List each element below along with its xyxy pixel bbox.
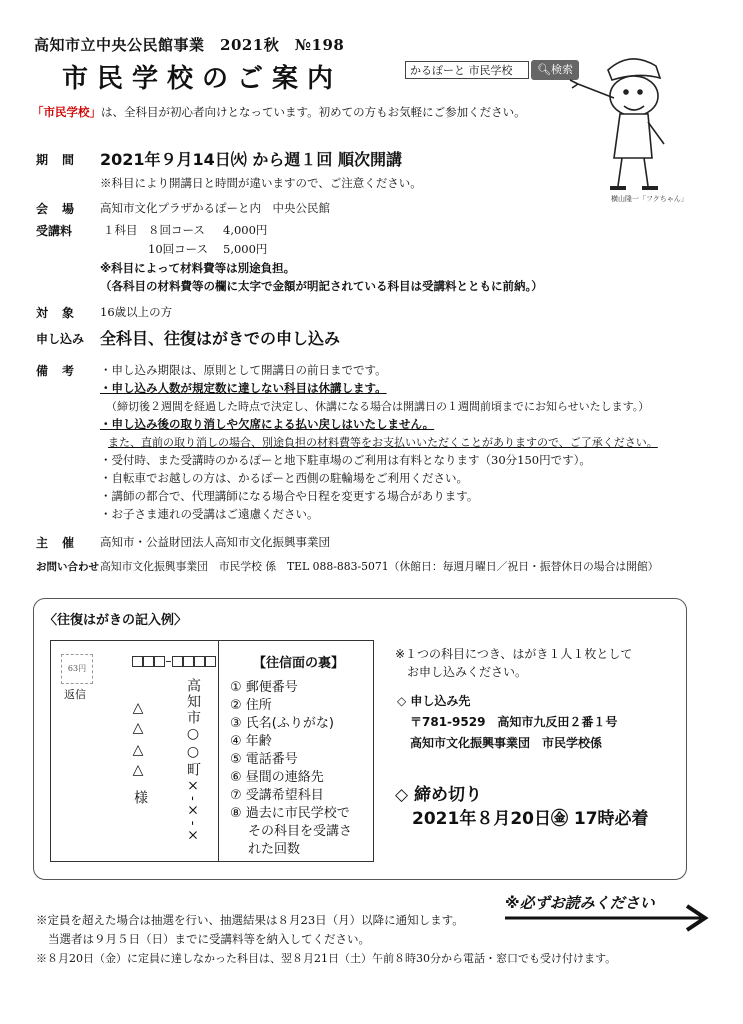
- postal-box: [143, 656, 154, 667]
- back-item: れた回数: [248, 842, 301, 857]
- postcard-note-2: お申し込みください。: [407, 665, 528, 679]
- illustration-credit: 横山隆一「フクちゃん」: [611, 195, 688, 203]
- fee-row-2-b: 10回コース: [148, 242, 209, 256]
- destination-label: ◇ 申し込み先: [397, 694, 471, 708]
- remarks-line-8: ・講師の都合で、代理講師になる場合や日程を変更する場合があります。: [100, 489, 479, 503]
- search-input[interactable]: かるぽーと 市民学校: [405, 61, 529, 79]
- postal-dash: [166, 661, 171, 662]
- fee-row-1-a: １科目: [103, 223, 138, 237]
- remarks-line-5: また、直前の取り消しの場合、別途負担の材料費等をお支払いいただくことがありますので、ご了承ください。: [108, 436, 658, 449]
- return-label: 返信: [64, 688, 86, 701]
- remarks-line-2: ・申し込み人数が規定数に達しない科目は休講します。: [100, 381, 387, 395]
- remarks-line-6: ・受付時、また受講時のかるぽーと地下駐車場のご利用は有料となります（30分150円です）。: [100, 453, 591, 467]
- period-note: ※科目により開講日と時間が違いますので、ご注意ください。: [100, 176, 422, 190]
- back-item: ⑦ 受講希望科目: [230, 788, 324, 803]
- deadline-date: 2021年８月20日㊎ 17時必着: [412, 809, 649, 829]
- venue-label: 会場: [36, 202, 89, 216]
- stamp-box: 63円: [61, 654, 93, 684]
- intro-text: [32, 104, 526, 120]
- remarks-line-3: （締切後２週間を経過した時点で決定し、休講になる場合は開講日の１週間前頃までにお知らせいたします。）: [106, 400, 650, 413]
- back-side-title: 【往信面の裏】: [253, 656, 345, 671]
- back-item: ⑥ 昼間の連絡先: [230, 770, 324, 785]
- target-label: 対象: [36, 306, 89, 320]
- character-illustration: [568, 48, 708, 198]
- postal-box: [172, 656, 183, 667]
- fee-row-1-c: 4,000円: [223, 223, 268, 237]
- back-item: ① 郵便番号: [230, 680, 298, 695]
- apply-label: 申し込み: [36, 332, 85, 346]
- period-main: 2021年９月14日㈫ から週１回 順次開講: [100, 150, 402, 169]
- contact-text: 高知市文化振興事業団 市民学校 係 TEL 088-883-5071（休館日：毎週月曜日／祝日・振替休日の場合は開館）: [100, 560, 659, 573]
- postal-box: [154, 656, 165, 667]
- destination-name: 高知市文化振興事業団 市民学校係: [410, 736, 603, 750]
- search-button-label: 検索: [550, 63, 573, 76]
- back-item: ④ 年齢: [230, 734, 272, 749]
- fee-note-2: （各科目の材料費等の欄に太字で金額が明記されている科目は受講料とともに前納。）: [100, 279, 543, 293]
- postcard-note-1: ※１つの科目につき、はがき１人１枚として: [395, 647, 633, 661]
- remarks-line-4: ・申し込み後の取り消しや欠席による払い戻しはいたしません。: [100, 417, 435, 431]
- back-item: ⑤ 電話番号: [230, 752, 298, 767]
- fee-row-2-c: 5,000円: [223, 242, 268, 256]
- fee-label: 受講料: [36, 224, 73, 238]
- intro-body: は、全科目が初心者向けとなっています。初めての方もお気軽にご参加ください。: [101, 105, 526, 119]
- postal-box: [205, 656, 216, 667]
- postcard-example-title: 〈往復はがきの記入例〉: [44, 613, 188, 628]
- destination-address: 〒781-9529 高知市九反田２番１号: [410, 715, 618, 729]
- address-vertical: 高知市○○町×-×-×: [185, 678, 201, 846]
- venue-text: 高知市文化プラザかるぽーと内 中央公民館: [100, 201, 330, 215]
- back-item: ③ 氏名(ふりがな): [230, 716, 334, 731]
- footer-line-3: ※８月20日（金）に定員に達しなかった科目は、翌８月21日（土）午前８時30分から電話・窓口でも受け付けます。: [36, 952, 617, 965]
- organizer-text: 高知市・公益財団法人高知市文化振興事業団: [100, 535, 330, 549]
- must-read-label: ※必ずお読みください: [505, 894, 655, 912]
- footer-line-1: ※定員を超えた場合は抽選を行い、抽選結果は８月23日（月）以降に通知します。: [36, 913, 464, 927]
- search-icon: 🔍︎: [537, 63, 551, 76]
- contact-label: お問い合わせ: [36, 561, 99, 573]
- fee-row-1-b: ８回コース: [148, 223, 205, 237]
- right-arrow-icon: [503, 902, 713, 932]
- postal-box: [194, 656, 205, 667]
- target-text: 16歳以上の方: [100, 305, 173, 319]
- back-item: その科目を受講さ: [248, 824, 353, 839]
- name-honorific: 様: [132, 790, 148, 806]
- apply-text: 全科目、往復はがきでの申し込み: [100, 329, 341, 348]
- back-item: ⑧ 過去に市民学校で: [230, 806, 350, 821]
- postal-box: [132, 656, 143, 667]
- back-item: ② 住所: [230, 698, 272, 713]
- remarks-line-7: ・自転車でお越しの方は、かるぽーと西側の駐輪場をご利用ください。: [100, 471, 468, 485]
- organizer-label: 主催: [36, 536, 89, 550]
- remarks-label: 備考: [36, 364, 89, 378]
- fee-note-1: ※科目によって材料費等は別途負担。: [100, 261, 296, 275]
- page-title: 市民学校のご案内: [62, 64, 343, 94]
- remarks-line-1: ・申し込み期限は、原則として開講日の前日までです。: [100, 363, 387, 377]
- name-column-2: △△: [130, 742, 146, 782]
- footer-line-2: 当選者は９月５日（日）までに受講料等を納入してください。: [48, 932, 370, 946]
- intro-highlight: 「市民学校」: [32, 105, 101, 119]
- deadline-label: ◇ 締め切り: [395, 785, 482, 805]
- remarks-line-9: ・お子さま連れの受講はご遠慮ください。: [100, 507, 319, 521]
- postcard-divider: [218, 640, 219, 862]
- header-line: 高知市立中央公民館事業 2021秋 №198: [34, 36, 345, 54]
- postal-box: [183, 656, 194, 667]
- name-column-1: △△: [130, 700, 146, 740]
- period-label: 期間: [36, 153, 89, 167]
